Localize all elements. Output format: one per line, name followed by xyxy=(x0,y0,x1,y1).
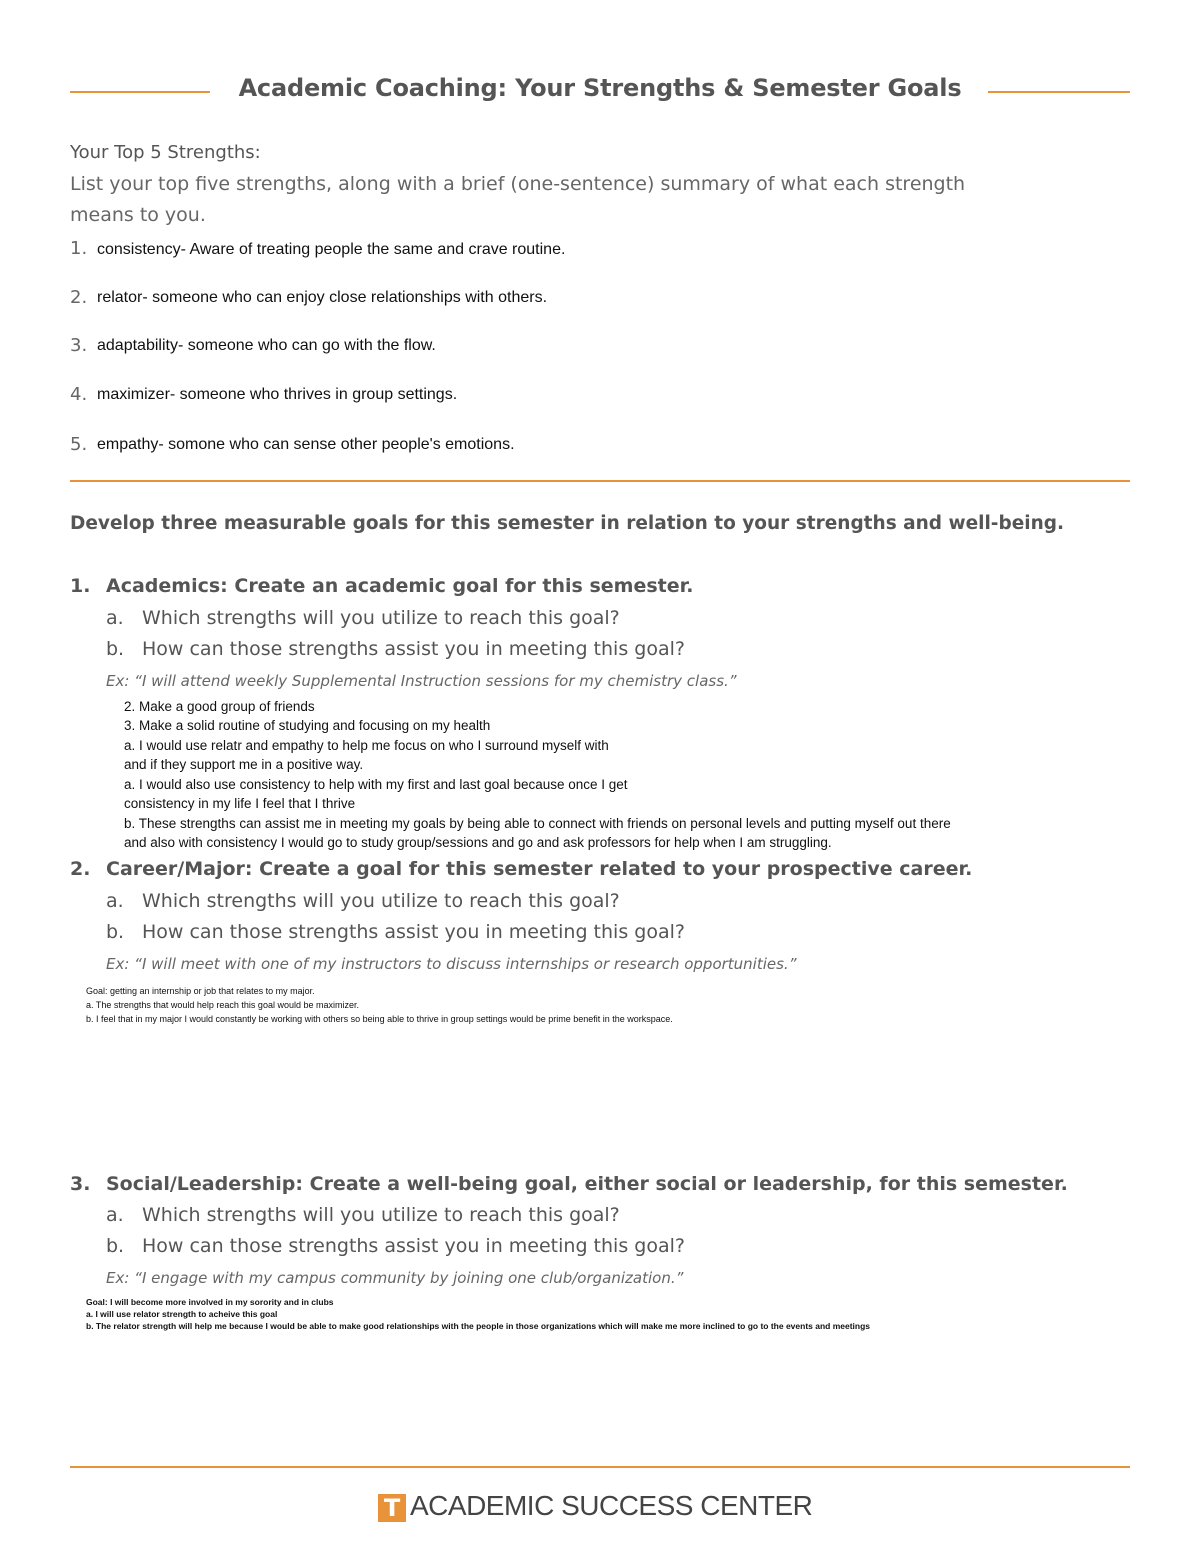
strength-number-4: 4. xyxy=(70,384,88,405)
goal-1-number: 1. xyxy=(70,575,91,597)
goal-3-response-line: Goal: I will become more involved in my sorority and in clubs xyxy=(86,1297,334,1307)
goal-1-response-line: 2. Make a good group of friends xyxy=(124,699,315,714)
goal-2-qa-marker: a. xyxy=(106,890,124,912)
strength-item-3: adaptability- someone who can go with the flow. xyxy=(97,337,436,354)
goal-3-example: Ex: “I engage with my campus community by joining one club/organization.” xyxy=(106,1269,684,1287)
footer-org-name: ACADEMIC SUCCESS CENTER xyxy=(410,1490,813,1521)
goal-3-number: 3. xyxy=(70,1173,91,1195)
goal-1-qb-marker: b. xyxy=(106,638,125,660)
strength-item-5: empathy- somone who can sense other people's emotions. xyxy=(97,436,515,453)
goal-2-heading: Career/Major: Create a goal for this semester related to your prospective career. xyxy=(106,858,973,880)
ut-logo-letter: T xyxy=(383,1494,401,1522)
goal-2-response-line: a. The strengths that would help reach this goal would be maximizer. xyxy=(86,1000,359,1010)
goal-1-response-line: a. I would use relatr and empathy to help me focus on who I surround myself with xyxy=(124,738,609,753)
goal-1-example: Ex: “I will attend weekly Supplemental Instruction sessions for my chemistry class.” xyxy=(106,672,737,690)
strength-number-5: 5. xyxy=(70,434,88,455)
strength-item-4: maximizer- someone who thrives in group settings. xyxy=(97,386,458,403)
strength-item-2: relator- someone who can enjoy close relationships with others. xyxy=(97,289,548,306)
goal-2-qb-marker: b. xyxy=(106,921,125,943)
goal-1-heading: Academics: Create an academic goal for this semester. xyxy=(106,575,694,597)
goal-3-heading: Social/Leadership: Create a well-being goal, either social or leadership, for this semester. xyxy=(106,1173,1068,1195)
strengths-instruction-2: means to you. xyxy=(70,204,206,226)
ut-logo-icon xyxy=(378,1494,406,1522)
goal-2-example: Ex: “I will meet with one of my instructors to discuss internships or research opportunities.” xyxy=(106,955,797,973)
goal-3-question-b: How can those strengths assist you in meeting this goal? xyxy=(142,1235,685,1257)
strengths-heading: Your Top 5 Strengths: xyxy=(70,142,261,163)
goal-2-response-line: Goal: getting an internship or job that relates to my major. xyxy=(86,986,315,996)
goal-2-question-a: Which strengths will you utilize to reach this goal? xyxy=(142,890,620,912)
strength-number-3: 3. xyxy=(70,335,88,356)
goal-3-qb-marker: b. xyxy=(106,1235,125,1257)
footer-rule xyxy=(70,1466,1130,1468)
page-title-text: Academic Coaching: Your Strengths & Semester Goals xyxy=(227,74,974,102)
goal-1-response-line: consistency in my life I feel that I thrive xyxy=(124,796,356,811)
goal-2-number: 2. xyxy=(70,858,91,880)
goal-1-response-line: b. These strengths can assist me in meeting my goals by being able to connect with friends on personal levels and putting myself out there xyxy=(124,816,951,831)
strengths-instruction-1: List your top five strengths, along with a brief (one-sentence) summary of what each strength xyxy=(70,173,966,195)
goals-intro: Develop three measurable goals for this semester in relation to your strengths and well-being. xyxy=(70,513,1065,534)
goal-1-question-b: How can those strengths assist you in meeting this goal? xyxy=(142,638,685,660)
goal-3-response-line: a. I will use relator strength to acheive this goal xyxy=(86,1309,278,1319)
goal-1-response-line: and if they support me in a positive way. xyxy=(124,757,364,772)
goal-3-response-line: b. The relator strength will help me because I would be able to make good relationships with the people in those organizations which will make me more inclined to go to the events and meetings xyxy=(86,1321,871,1331)
goal-1-response-line: and also with consistency I would go to study group/sessions and go and ask professors for help when I am struggling. xyxy=(124,835,832,850)
page-title xyxy=(0,74,1200,102)
goal-1-response-line: 3. Make a solid routine of studying and focusing on my health xyxy=(124,718,491,733)
strength-item-1: consistency- Aware of treating people the same and crave routine. xyxy=(97,241,566,258)
section-divider xyxy=(70,480,1130,482)
goal-1-response-line: a. I would also use consistency to help with my first and last goal because once I get xyxy=(124,777,628,792)
goal-2-response-line: b. I feel that in my major I would constantly be working with others so being able to thrive in group settings would be prime benefit in the workspace. xyxy=(86,1014,673,1024)
goal-2-question-b: How can those strengths assist you in meeting this goal? xyxy=(142,921,685,943)
goal-3-qa-marker: a. xyxy=(106,1204,124,1226)
goal-1-question-a: Which strengths will you utilize to reach this goal? xyxy=(142,607,620,629)
strength-number-2: 2. xyxy=(70,287,88,308)
goal-3-question-a: Which strengths will you utilize to reach this goal? xyxy=(142,1204,620,1226)
goal-1-qa-marker: a. xyxy=(106,607,124,629)
strength-number-1: 1. xyxy=(70,238,88,259)
